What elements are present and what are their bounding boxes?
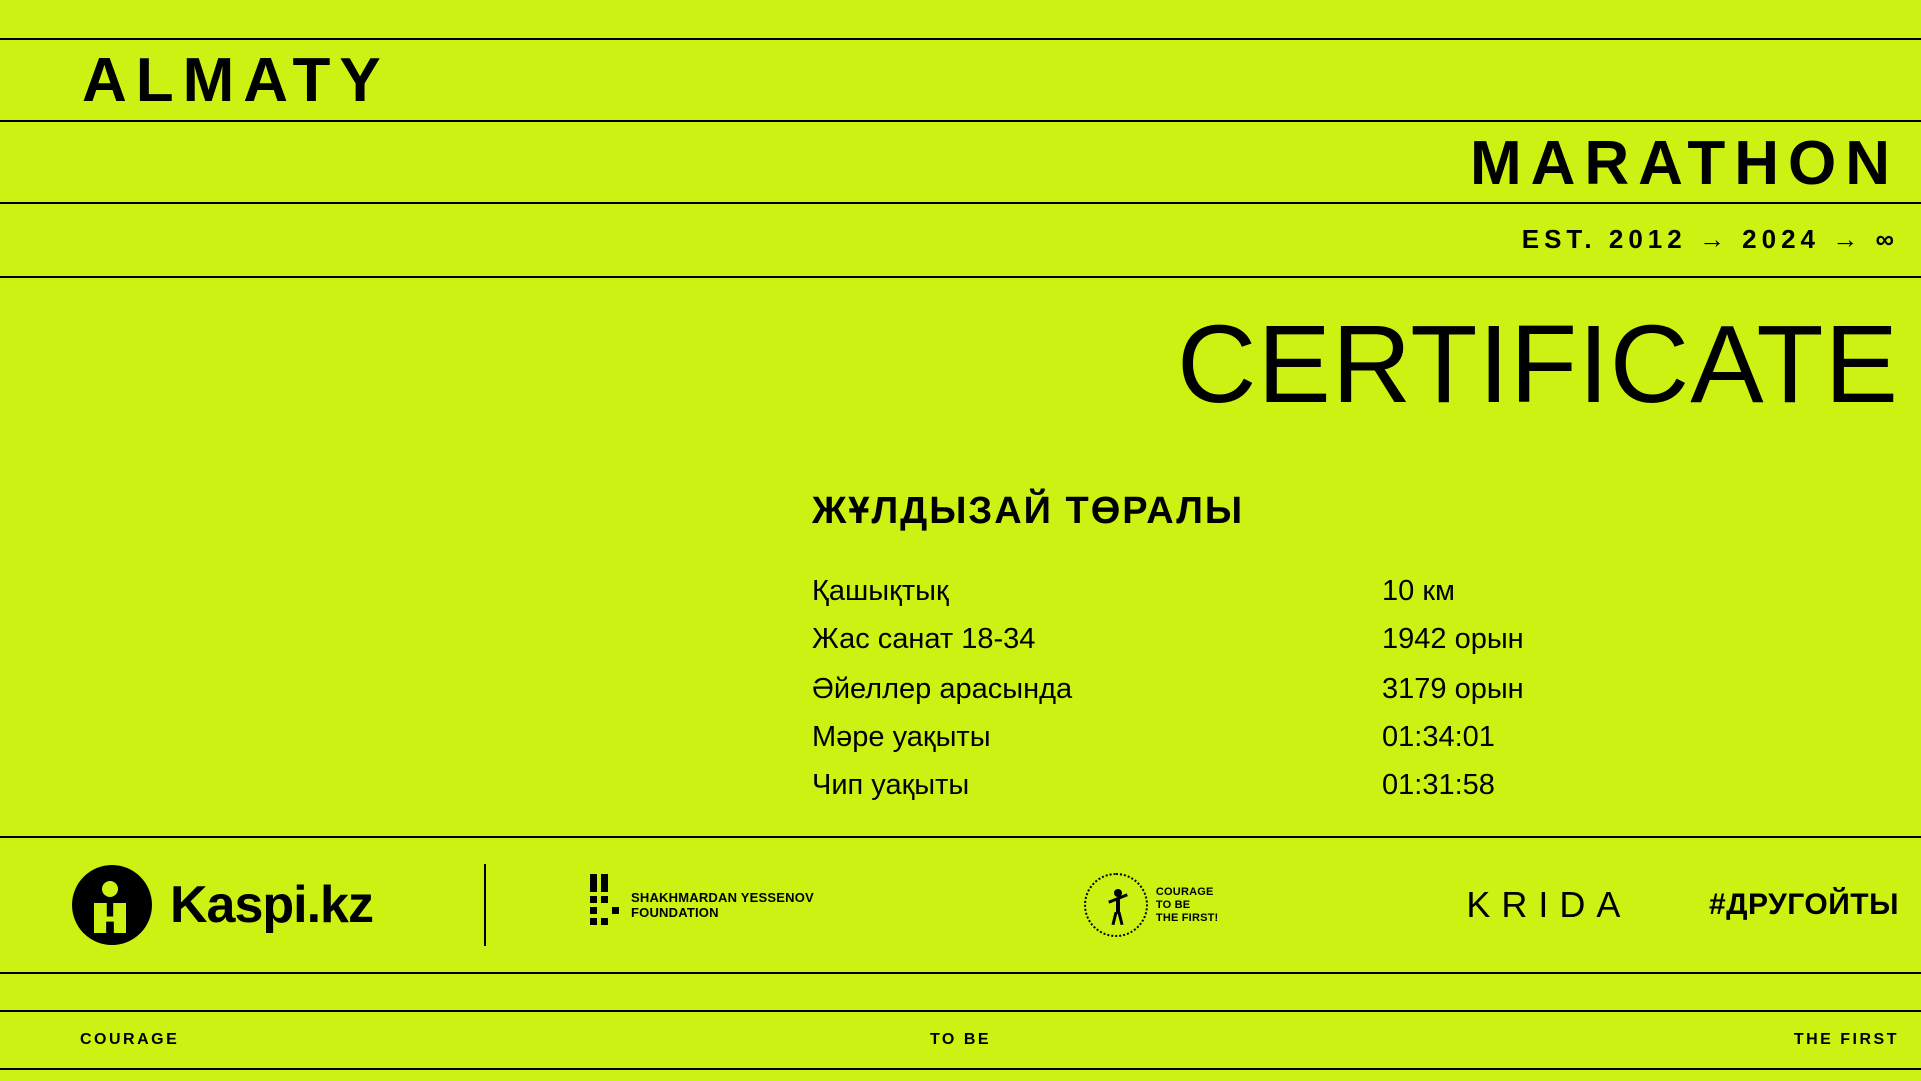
result-value: 01:31:58 — [1382, 769, 1495, 801]
result-label: Чип уақыты — [812, 769, 970, 801]
divider-line-2 — [0, 120, 1921, 122]
result-label: Мәре уақыты — [812, 721, 991, 753]
table-row — [812, 769, 1632, 817]
sponsor-bar — [0, 838, 1921, 972]
sponsor-corporate-fund — [1084, 873, 1219, 937]
result-label: Қашықтық — [812, 575, 949, 607]
result-value: 3179 орын — [1382, 673, 1524, 705]
result-label: Әйеллер арасында — [812, 673, 1073, 705]
footer-right: THE FIRST — [1793, 1031, 1899, 1048]
kaspi-wordmark: Kaspi.kz — [170, 876, 373, 934]
table-row — [812, 721, 1632, 769]
sponsor-kaspi — [72, 865, 472, 945]
footer-bar — [0, 1012, 1921, 1068]
divider-line-1 — [0, 38, 1921, 40]
yessenov-line-1: SHAKHMARDAN YESSENOV — [631, 890, 814, 905]
corporate-fund-logo-icon — [1084, 873, 1148, 937]
runner-figure-icon — [1108, 889, 1128, 925]
campaign-hashtag: #ДРУГОЙТЫ — [1708, 888, 1899, 921]
brand-line-marathon: MARATHON — [1469, 129, 1899, 198]
result-value: 10 км — [1382, 575, 1455, 607]
table-row — [812, 575, 1632, 623]
brand-line-almaty: ALMATY — [82, 46, 390, 115]
divider-line-3 — [0, 202, 1921, 204]
result-label: Жас санат 18-34 — [812, 623, 1036, 655]
kaspi-logo-icon — [72, 865, 152, 945]
corporate-fund-line-2: TO BE — [1155, 898, 1191, 911]
result-value: 01:34:01 — [1382, 721, 1495, 753]
table-row — [812, 623, 1632, 671]
divider-line-8 — [0, 1068, 1921, 1070]
divider-line-4 — [0, 276, 1921, 278]
footer-center: TO BE — [929, 1031, 992, 1048]
yessenov-line-2: FOUNDATION — [631, 905, 719, 920]
yessenov-logo-icon — [590, 885, 619, 925]
table-row — [812, 673, 1632, 721]
results-table — [812, 575, 1632, 817]
result-value: 1942 орын — [1382, 623, 1524, 655]
sponsor-krida: KRIDA — [1466, 884, 1632, 925]
yessenov-wordmark — [631, 890, 814, 920]
sponsor-divider — [484, 864, 486, 946]
divider-line-6 — [0, 972, 1921, 974]
sponsor-yessenov-foundation — [590, 885, 814, 925]
established-line: EST. 2012 → 2024 → ∞ — [1521, 224, 1899, 254]
athlete-name: ЖҰЛДЫЗАЙ ТӨРАЛЫ — [812, 490, 1245, 532]
corporate-fund-line-1: COURAGE — [1155, 885, 1214, 898]
page-title: CERTIFICATE — [1177, 303, 1899, 426]
corporate-fund-line-3: THE FIRST! — [1155, 911, 1219, 924]
footer-left: COURAGE — [80, 1031, 180, 1048]
corporate-fund-wordmark — [1156, 886, 1219, 925]
